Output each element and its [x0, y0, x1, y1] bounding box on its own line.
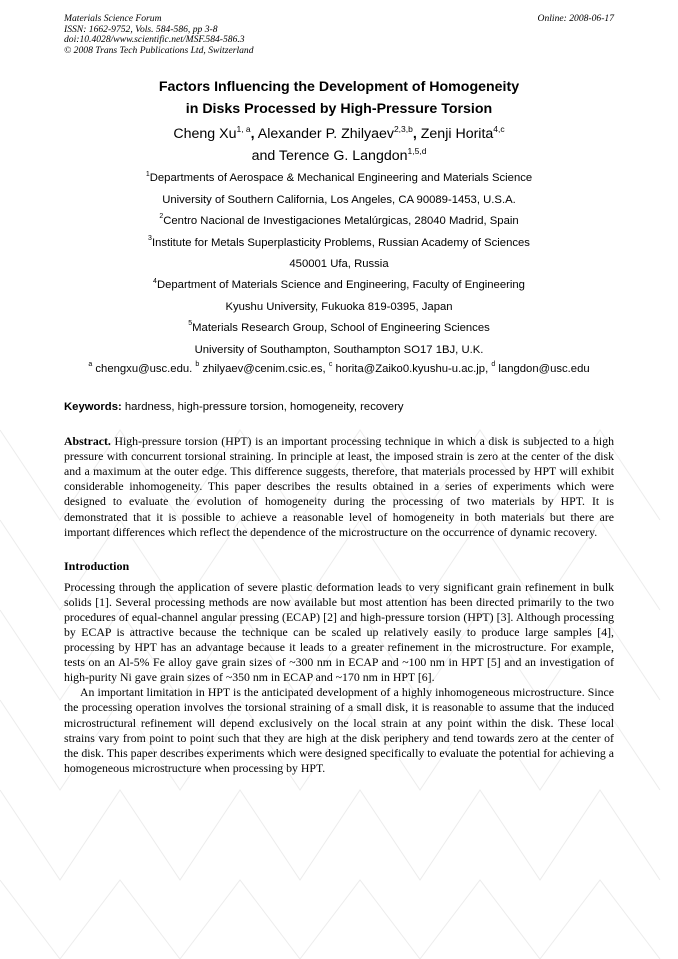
journal-name: Materials Science Forum — [64, 13, 162, 24]
affiliation-text: University of Southampton, Southampton SO17 1BJ, U.K. — [194, 343, 484, 356]
affiliation-text: Departments of Aerospace & Mechanical Engineering and Materials Science — [149, 172, 533, 185]
intro-paragraph-1: Processing through the application of severe plastic deformation leads to very significant grain refinement in bulk solids [1]. Several processing methods are now available but most attention has been directed primarily to the two procedures of equal-channel angular pressing (ECAP) [2] and high-pressure torsion (HPT) [3]. Although processing by ECAP is attractive because the technique can be scaled up relatively easily to produce large samples [4], processing by HPT has an advantage because it leads to a greater refinement in the microstructure. For example, tests on an Al-5% Fe alloy gave grain sizes of ~300 nm in ECAP and ~100 nm in HPT [5] and an investigation of high-purity Ni gave grain sizes of ~350 nm in ECAP and ~170 nm in HPT [6]. — [64, 579, 614, 685]
intro-paragraph-2: An important limitation in HPT is the anticipated development of a highly inhomogeneous microstructure. Since the processing operation involves the torsional straining of a small disk, it is reasonable to assume that the induced microstructural refinement will depend exclusively on the local strain at any point within the disk. These local strains vary from point to point such that they are high at the disk periphery and tend towards zero at the center of the disk. This paper describes experiments which were designed specifically to evaluate the potential for achieving a homogeneous microstructure when processing by HPT. — [64, 685, 614, 775]
affiliation-text: Centro Nacional de Investigaciones Metalúrgicas, 28040 Madrid, Spain — [163, 215, 519, 228]
affiliation-marker: 3 — [148, 234, 152, 242]
email-address: zhilyaev@cenim.csic.es, — [199, 363, 329, 376]
author-affiliation-marker: 4,c — [493, 123, 505, 134]
author-list — [64, 123, 614, 167]
author-affiliation-marker: 1, a — [236, 123, 251, 134]
author-name: Zenji Horita — [416, 126, 494, 143]
email-address: horita@Zaiko0.kyushu-u.ac.jp, — [332, 363, 492, 376]
paper-content — [64, 14, 614, 776]
issn-line: ISSN: 1662-9752, Vols. 584-586, pp 3-8 — [64, 23, 218, 35]
affiliation-line — [64, 233, 614, 254]
affiliation-text: University of Southern California, Los Angeles, CA 90089-1453, U.S.A. — [162, 193, 516, 206]
affiliation-list — [64, 168, 614, 361]
publication-header — [64, 14, 614, 56]
affiliation-line — [64, 275, 614, 296]
copyright-line: © 2008 Trans Tech Publications Ltd, Switzerland — [64, 44, 254, 56]
affiliation-marker: 4 — [153, 277, 157, 285]
affiliation-marker: 2 — [159, 213, 164, 221]
online-date: Online: 2008-06-17 — [537, 13, 614, 24]
affiliation-line — [64, 297, 614, 318]
affiliation-line — [64, 340, 614, 361]
author-name: Cheng Xu — [173, 126, 237, 143]
affiliation-text: Department of Materials Science and Engineering, Faculty of Engineering — [156, 279, 525, 292]
title-line-2: in Disks Processed by High-Pressure Torsion — [185, 101, 493, 118]
email-address: langdon@usc.edu — [495, 363, 590, 376]
keywords — [64, 400, 614, 414]
affiliation-line — [64, 211, 614, 232]
keywords-label: Keywords: — [64, 401, 122, 414]
affiliation-marker: 1 — [145, 170, 150, 178]
keywords-text: hardness, high-pressure torsion, homogeneity, recovery — [121, 401, 404, 414]
affiliation-line — [64, 190, 614, 211]
affiliation-text: 450001 Ufa, Russia — [289, 258, 389, 270]
email-marker: d — [491, 361, 496, 369]
doi-line: doi:10.4028/www.scientific.net/MSF.584-586.3 — [64, 34, 245, 46]
author-name: Alexander P. Zhilyaev — [254, 126, 394, 143]
email-list — [64, 363, 614, 376]
affiliation-marker: 5 — [188, 320, 193, 328]
email-marker: c — [328, 361, 333, 369]
section-heading-introduction: Introduction — [64, 558, 130, 573]
affiliation-line — [64, 168, 614, 189]
paper-title — [64, 76, 614, 120]
email-marker: a — [88, 361, 93, 369]
affiliation-line — [64, 254, 614, 275]
affiliation-text: Kyushu University, Fukuoka 819-0395, Japan — [225, 300, 453, 313]
affiliation-line — [64, 318, 614, 339]
author-affiliation-marker: 1,5,d — [407, 145, 427, 156]
email-address: chengxu@usc.edu. — [92, 363, 196, 376]
abstract-label: Abstract. — [64, 434, 111, 449]
author-affiliation-marker: 2,3,b — [393, 123, 413, 134]
author-name: and Terence G. Langdon — [251, 148, 408, 165]
abstract — [64, 434, 614, 540]
author-separator: , — [412, 126, 417, 143]
affiliation-text: Materials Research Group, School of Engineering Sciences — [192, 322, 490, 335]
title-line-1: Factors Influencing the Development of Homogeneity — [158, 79, 520, 96]
author-separator: , — [250, 126, 255, 143]
authors-line-2 — [64, 145, 614, 167]
email-marker: b — [195, 361, 200, 369]
authors-line-1 — [64, 123, 614, 145]
affiliation-text: Institute for Metals Superplasticity Problems, Russian Academy of Sciences — [151, 236, 530, 249]
abstract-text: High-pressure torsion (HPT) is an important processing technique in which a disk is subjected to a high pressure with concurrent torsional straining. In principle at least, the imposed strain is zero at the center of the disk and a maximum at the outer edge. This difference suggests, therefore, that materials processed by HPT will exhibit considerable inhomogeneity. This paper describes the results obtained in a series of experiments which were designed to evaluate the evolution of homogeneity during the processing of two materials by HPT. It is demonstrated that it is possible to achieve a reasonable level of homogeneity in both materials but there are important differences which reflect the dependence of the microstructure on the occurrence of dynamic recovery. — [64, 434, 614, 539]
